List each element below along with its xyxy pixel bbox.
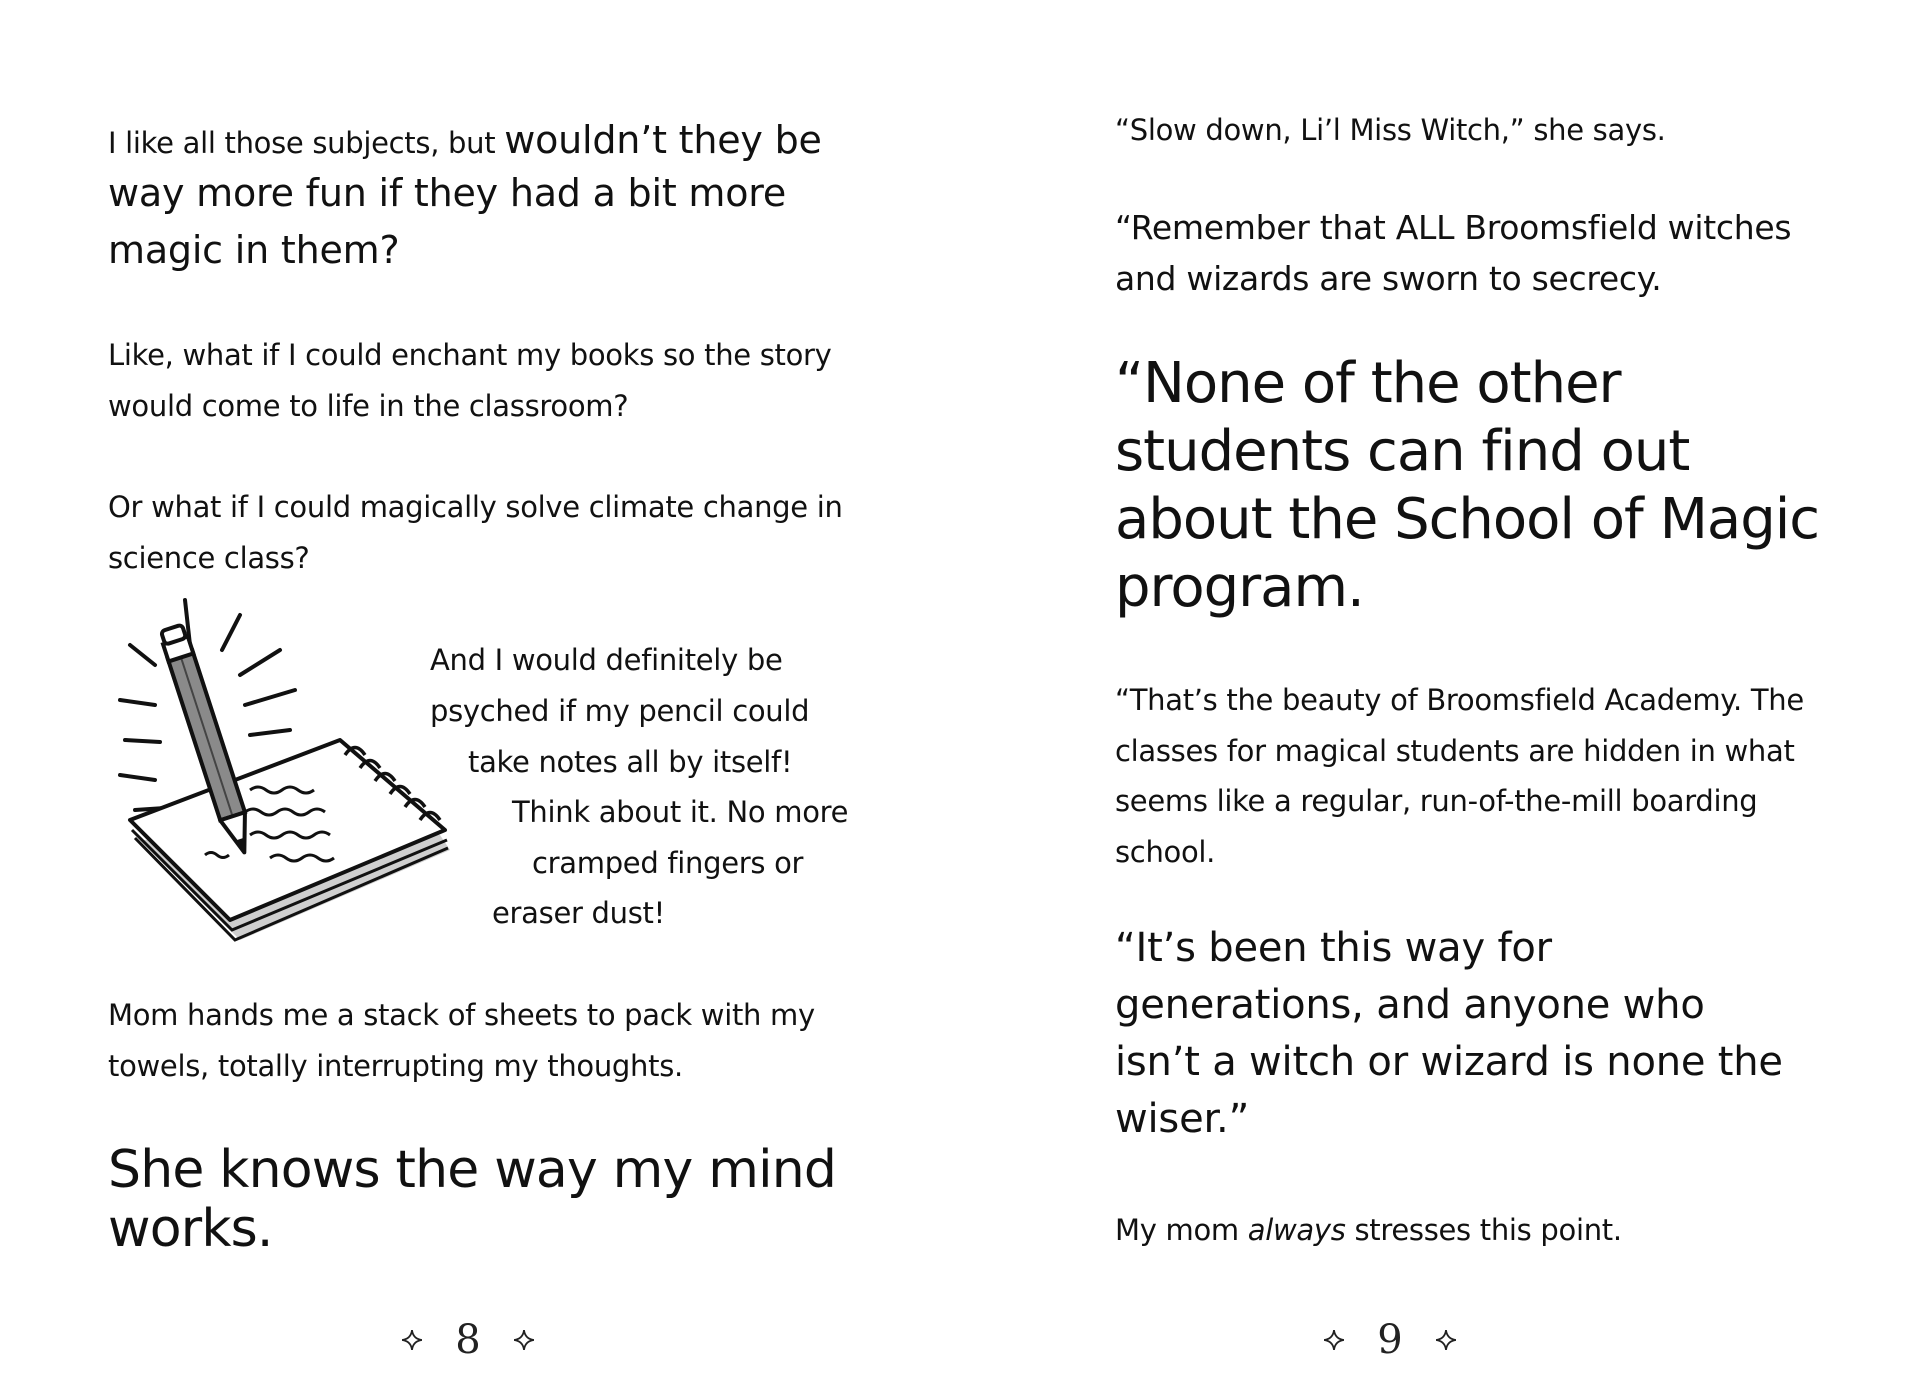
para-beauty-line1: “That’s the beauty of Broomsfield Academy. The <box>1115 683 1804 717</box>
star-icon <box>513 1329 535 1351</box>
para-books-line2: would come to life in the classroom? <box>108 389 629 423</box>
page-number-right <box>1290 1310 1490 1370</box>
para-subjects <box>108 112 822 171</box>
para-pencil-line1: And I would definitely be <box>430 643 783 677</box>
para-secrecy-line1: “Remember that ALL Broomsfield witches <box>1115 208 1792 247</box>
star-icon <box>1323 1329 1345 1351</box>
para-beauty-line3: seems like a regular, run-of-the-mill boarding <box>1115 784 1758 818</box>
para-students-line3: about the School of Magic <box>1115 487 1820 552</box>
para-generations-line1: “It’s been this way for <box>1115 925 1552 971</box>
para-climate-line2: science class? <box>108 541 310 575</box>
para-pencil-line6: eraser dust! <box>492 896 665 930</box>
para-pencil-line2: psyched if my pencil could <box>430 694 810 728</box>
para-students-line2: students can find out <box>1115 419 1690 484</box>
star-icon <box>401 1329 423 1351</box>
para-secrecy-line2: and wizards are sworn to secrecy. <box>1115 259 1662 298</box>
para-pencil-line5: cramped fingers or <box>532 846 804 880</box>
page-number-9: 9 <box>1377 1317 1403 1363</box>
para-generations-line2: generations, and anyone who <box>1115 982 1705 1028</box>
para-sheets-line2: towels, totally interrupting my thoughts. <box>108 1049 683 1083</box>
para-students-line4: program. <box>1115 555 1364 620</box>
para-pencil-line3: take notes all by itself! <box>468 745 793 779</box>
para-mind-line1: She knows the way my mind <box>108 1140 837 1200</box>
right-page <box>960 0 1920 1396</box>
para-subjects-intro: I like all those subjects, but <box>108 126 505 160</box>
page-number-left <box>368 1310 568 1370</box>
para-books-line1: Like, what if I could enchant my books so the story <box>108 338 832 372</box>
para-pencil-line4: Think about it. No more <box>512 795 849 829</box>
para-climate-line1: Or what if I could magically solve climate change in <box>108 490 843 524</box>
para-slow-down: “Slow down, Li’l Miss Witch,” she says. <box>1115 113 1666 147</box>
para-generations-line4: wiser.” <box>1115 1096 1250 1142</box>
para-subjects-line2: way more fun if they had a bit more <box>108 171 787 215</box>
para-beauty-line2: classes for magical students are hidden in what <box>1115 734 1795 768</box>
left-page <box>0 0 960 1396</box>
star-icon <box>1435 1329 1457 1351</box>
para-stresses <box>1115 1205 1622 1256</box>
para-students-line1: “None of the other <box>1115 351 1621 416</box>
pencil-notebook-icon <box>110 590 480 970</box>
para-stresses-before: My mom <box>1115 1213 1248 1247</box>
para-generations-line3: isn’t a witch or wizard is none the <box>1115 1039 1783 1085</box>
para-stresses-italic: always <box>1247 1213 1346 1247</box>
para-beauty-line4: school. <box>1115 835 1216 869</box>
para-sheets-line1: Mom hands me a stack of sheets to pack with my <box>108 998 815 1032</box>
page-number-8: 8 <box>455 1317 481 1363</box>
para-stresses-after: stresses this point. <box>1345 1213 1622 1247</box>
para-mind-line2: works. <box>108 1199 273 1259</box>
para-subjects-line3: magic in them? <box>108 228 400 272</box>
para-subjects-emph: wouldn’t they be <box>504 118 822 162</box>
